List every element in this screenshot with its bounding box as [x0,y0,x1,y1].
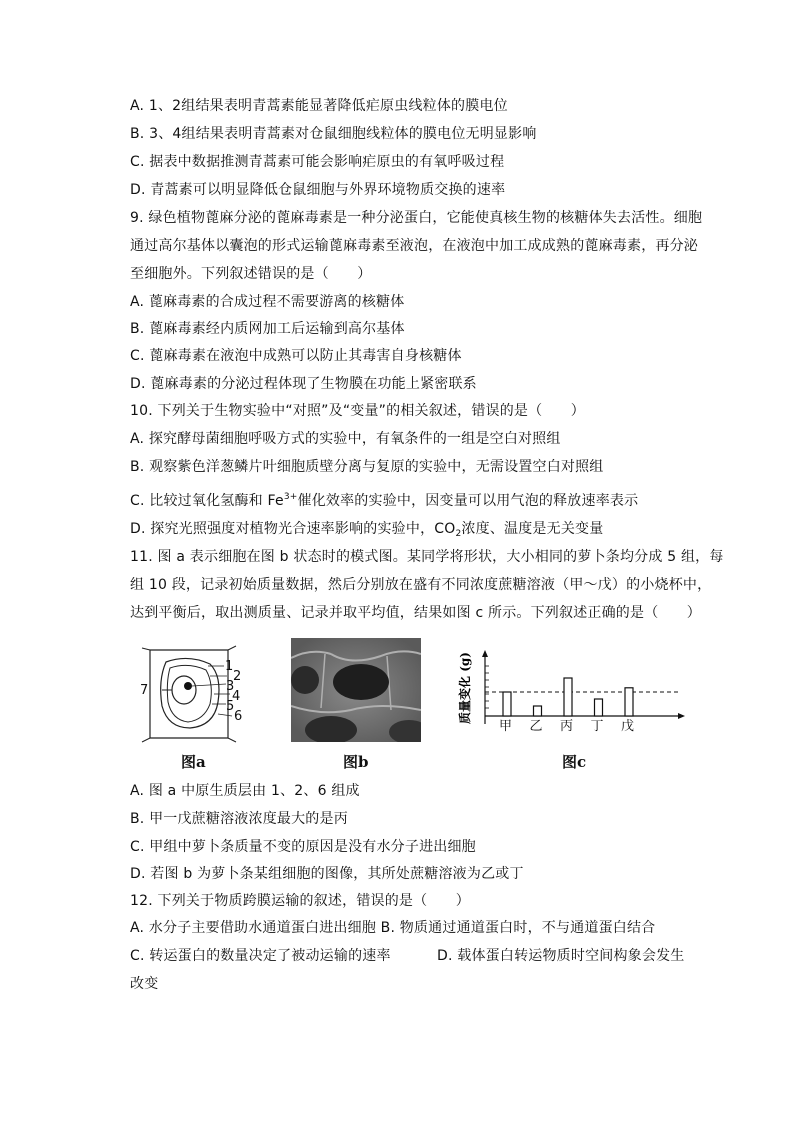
q9-option-c: C. 蓖麻毒素在液泡中成熟可以防止其毒害自身核糖体 [130,348,462,364]
figure-b-micrograph [291,638,421,742]
q9-option-b: B. 蓖麻毒素经内质网加工后运输到高尔基体 [130,321,405,337]
q11-stem-line-2: 组 10 段，记录初始质量数据，然后分别放在盛有不同浓度蔗糖溶液（甲～戊）的小烧杯中， [130,577,712,593]
q11-option-c: C. 甲组中萝卜条质量不变的原因是没有水分子进出细胞 [130,839,476,855]
figure-c-caption: 图c [562,753,587,771]
q11-option-a: A. 图 a 中原生质层由 1、2、6 组成 [130,783,360,799]
q12-stem: 12. 下列关于物质跨膜运输的叙述，错误的是（ ） [130,893,470,909]
chart-bar-1 [503,692,511,716]
q11-option-d: D. 若图 b 为萝卜条某组细胞的图像，其所处蔗糖溶液为乙或丁 [130,866,524,882]
chart-category-label-4: 丁 [590,719,604,734]
q9-option-d: D. 蓖麻毒素的分泌过程体现了生物膜在功能上紧密联系 [130,376,477,392]
q8-option-a: A. 1、2组结果表明青蒿素能显著降低疟原虫线粒体的膜电位 [130,98,508,114]
q10-option-b: B. 观察紫色洋葱鳞片叶细胞质壁分离与复原的实验中，无需设置空白对照组 [130,459,604,475]
q8-option-c: C. 据表中数据推测青蒿素可能会影响疟原虫的有氧呼吸过程 [130,154,505,170]
q12-option-c: C. 转运蛋白的数量决定了被动运输的速率 [130,948,391,964]
q12-option-d: D. 载体蛋白转运物质时空间构象会发生 [437,948,685,964]
q11-stem-line-1: 11. 图 a 表示细胞在图 b 状态时的模式图。某同学将形状，大小相同的萝卜条均分成 5 组，每 [130,549,724,565]
q10-option-d [130,519,603,544]
chart-bar-5 [625,688,633,716]
q10-option-c-sup: 3+ [283,492,298,502]
chart-bar-2 [534,706,542,716]
chart-category-label-2: 乙 [529,719,543,734]
q10-option-a: A. 探究酵母菌细胞呼吸方式的实验中，有氧条件的一组是空白对照组 [130,431,561,447]
figure-a-caption: 图a [181,753,206,771]
chart-y-axis-arrow [482,650,488,657]
fig-a-label-2: 2 [233,669,242,684]
fig-a-label-6: 6 [234,709,243,724]
q12-option-d-continued: 改变 [130,976,159,992]
chart-bar-4 [595,699,603,716]
q11-option-b: B. 甲一戊蔗糖溶液浓度最大的是丙 [130,811,348,827]
chart-bars [503,678,633,716]
fig-a-label-4: 4 [232,689,241,704]
q10-option-c-pre: C. 比较过氧化氢酶和 Fe [130,493,284,509]
q8-option-d: D. 青蒿素可以明显降低仓鼠细胞与外界环境物质交换的速率 [130,182,506,198]
q9-stem-line-3: 至细胞外。下列叙述错误的是（ ） [130,266,372,282]
q12-option-a-b: A. 水分子主要借助水通道蛋白进出细胞 B. 物质通过通道蛋白时，不与通道蛋白结合 [130,920,656,936]
fig-a-label-7: 7 [140,683,149,698]
figure-b-caption: 图b [343,753,369,771]
fig-a-label-3: 3 [226,679,235,694]
q10-option-c [130,487,638,511]
q8-option-b: B. 3、4组结果表明青蒿素对仓鼠细胞线粒体的膜电位无明显影响 [130,126,537,142]
q10-option-c-post: 催化效率的实验中，因变量可以用气泡的释放速率表示 [297,493,639,509]
q10-option-d-pre: D. 探究光照强度对植物光合速率影响的实验中，CO [130,521,456,537]
chart-category-label-3: 丙 [560,719,574,734]
q10-option-d-sub: 2 [455,529,462,539]
q9-stem-line-1: 9. 绿色植物蓖麻分泌的蓖麻毒素是一种分泌蛋白，它能使真核生物的核糖体失去活性。细胞 [130,210,703,226]
chart-x-axis-arrow [678,713,685,719]
figure-c-bar-chart [455,644,695,740]
chart-bar-3 [564,678,572,716]
chart-category-label-5: 戊 [621,719,635,734]
q9-stem-line-2: 通过高尔基体以囊泡的形式运输蓖麻毒素至液泡，在液泡中加工成成熟的蓖麻毒素，再分泌 [130,238,698,254]
fig-a-label-1: 1 [225,659,234,674]
chart-ylabel: 质量变化 (g) [458,652,472,724]
q9-option-a: A. 蓖麻毒素的合成过程不需要游离的核糖体 [130,294,405,310]
chart-category-label-1: 甲 [499,719,513,734]
q10-option-d-post: 浓度、温度是无关变量 [461,521,604,537]
fig-a-label-5: 5 [226,699,235,714]
chart-y-ticks [485,666,489,708]
q10-stem: 10. 下列关于生物实验中“对照”及“变量”的相关叙述，错误的是（ ） [130,403,585,419]
q11-stem-line-3: 达到平衡后，取出测质量、记录并取平均值，结果如图 c 所示。下列叙述正确的是（ ） [130,605,701,621]
